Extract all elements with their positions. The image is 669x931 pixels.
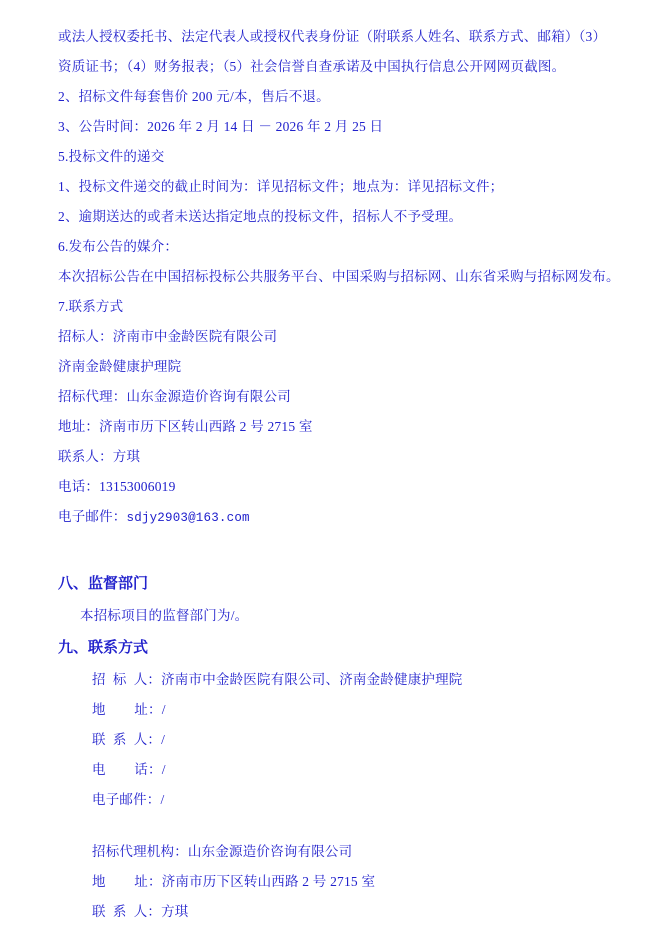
- spacer: [58, 533, 629, 567]
- document-line: 3、公告时间：2026 年 2 月 14 日 － 2026 年 2 月 25 日: [58, 119, 384, 134]
- section-8: [58, 567, 629, 631]
- contact-row: [58, 695, 629, 725]
- contact-label: 电子邮件：: [92, 792, 161, 807]
- section-7-line: 地址：济南市历下区转山西路 2 号 2715 室: [58, 419, 313, 434]
- contact-value: /: [160, 792, 165, 807]
- section-7-line: 联系人：方琪: [58, 449, 141, 464]
- document-line: 2、招标文件每套售价 200 元/本，售后不退。: [58, 89, 330, 104]
- section-7-line: 电话：13153006019: [58, 479, 176, 494]
- section-5-title: 5.投标文件的递交: [58, 149, 165, 164]
- agency-row: [58, 867, 629, 897]
- section-8-body: 本招标项目的监督部门为/。: [80, 608, 249, 623]
- spacer: [58, 815, 629, 837]
- contact-value: /: [161, 732, 166, 747]
- section-9-heading: 九、联系方式: [58, 640, 149, 656]
- section-5: [58, 142, 629, 232]
- section-6-title: 6.发布公告的媒介：: [58, 239, 179, 254]
- section-7: [58, 292, 629, 533]
- contact-row: [58, 785, 629, 815]
- section-5-line: 2、逾期送达的或者未送达指定地点的投标文件，招标人不予受理。: [58, 209, 463, 224]
- contact-label: 招 标 人：: [92, 672, 162, 687]
- contact-value: /: [161, 762, 166, 777]
- contact-row: [58, 665, 629, 695]
- agency-value: 方琪: [161, 904, 189, 919]
- contact-label: 联 系 人：: [92, 732, 162, 747]
- document-line: 资质证书；（4）财务报表；（5）社会信誉自查承诺及中国执行信息公开网网页截图。: [58, 59, 566, 74]
- section-9: [58, 631, 629, 927]
- agency-value: 济南市历下区转山西路 2 号 2715 室: [161, 874, 376, 889]
- contact-value: /: [161, 702, 166, 717]
- top-paragraph-block: [58, 22, 629, 142]
- section-8-heading: 八、监督部门: [58, 576, 149, 592]
- document-line: 或法人授权委托书、法定代表人或授权代表身份证（附联系人姓名、联系方式、邮箱）（3）: [58, 29, 607, 44]
- section-7-line: 招标代理：山东金源造价咨询有限公司: [58, 389, 291, 404]
- agency-row: [58, 897, 629, 927]
- section-7-email-line: [58, 502, 629, 533]
- agency-row: [58, 837, 629, 867]
- contact-row: [58, 725, 629, 755]
- agency-label: 招标代理机构：: [92, 844, 188, 859]
- email-label: 电子邮件：: [58, 509, 127, 524]
- section-7-line: 济南金龄健康护理院: [58, 359, 182, 374]
- contact-value: 济南市中金龄医院有限公司、济南金龄健康护理院: [161, 672, 463, 687]
- agency-label: 地 址：: [92, 874, 162, 889]
- section-6: [58, 232, 629, 292]
- section-7-title: 7.联系方式: [58, 299, 124, 314]
- agency-label: 联 系 人：: [92, 904, 162, 919]
- agency-value: 山东金源造价咨询有限公司: [187, 844, 353, 859]
- contact-label: 电 话：: [92, 762, 162, 777]
- contact-label: 地 址：: [92, 702, 162, 717]
- contact-row: [58, 755, 629, 785]
- email-value: sdjy2903@163.com: [126, 511, 250, 525]
- section-5-line: 1、投标文件递交的截止时间为：详见招标文件；地点为：详见招标文件；: [58, 179, 504, 194]
- section-6-line: 本次招标公告在中国招标投标公共服务平台、中国采购与招标网、山东省采购与招标网发布。: [58, 269, 620, 284]
- section-7-line: 招标人：济南市中金龄医院有限公司: [58, 329, 278, 344]
